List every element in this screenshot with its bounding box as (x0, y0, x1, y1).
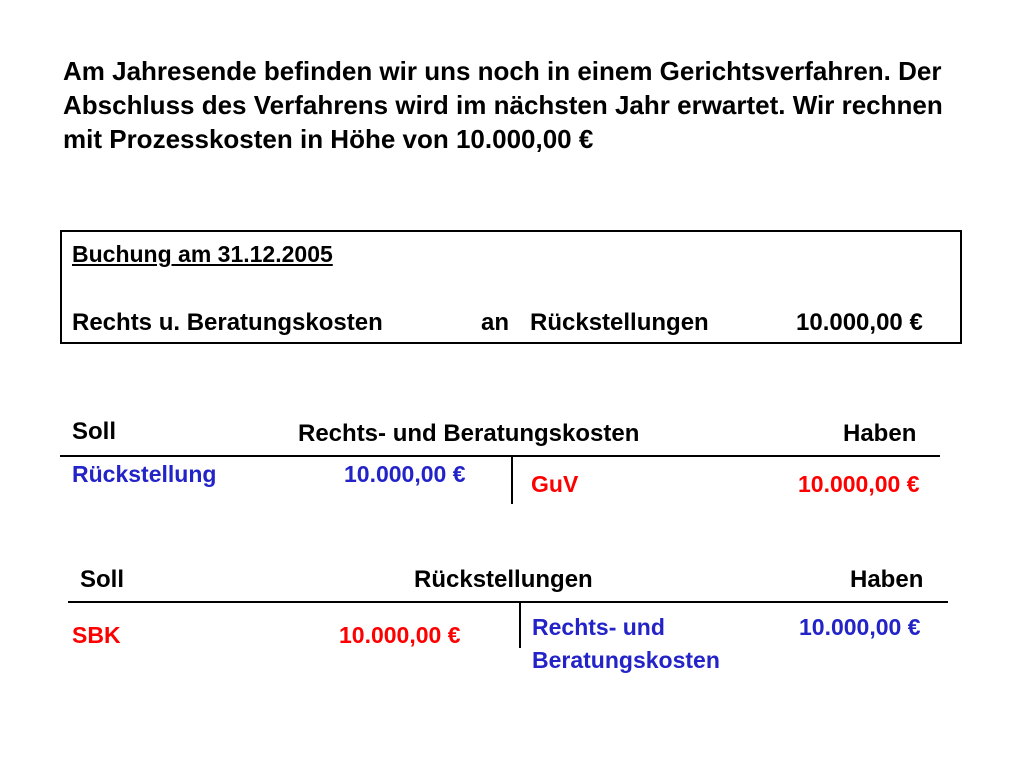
booking-connector: an (481, 309, 510, 336)
haben-label: Haben (843, 420, 917, 447)
debit-amount: 10.000,00 € (344, 461, 466, 487)
haben-label: Haben (850, 566, 924, 593)
t-account-horizontal-line (60, 455, 940, 457)
soll-label: Soll (72, 418, 117, 445)
debit-amount: 10.000,00 € (339, 622, 461, 648)
credit-amount: 10.000,00 € (799, 614, 921, 640)
booking-credit-account: Rückstellungen (530, 309, 709, 336)
credit-entry-line2: Beratungskosten (532, 647, 720, 673)
credit-entry: GuV (531, 471, 579, 497)
soll-label: Soll (80, 566, 125, 593)
account-title: Rechts- und Beratungskosten (298, 420, 640, 447)
intro-text: Am Jahresende befinden wir uns noch in einem Gerichtsverfahren. Der Abschluss des Verfahrens wird im nächsten Jahr erwartet. Wir rechnen mit Prozesskosten in Höhe von 10.000,00 € (63, 56, 943, 154)
debit-entry: SBK (72, 622, 121, 648)
booking-title: Buchung am 31.12.2005 (72, 241, 333, 267)
account-title: Rückstellungen (414, 566, 593, 593)
credit-amount: 10.000,00 € (798, 471, 920, 497)
t-account-vertical-line (519, 602, 521, 648)
t-account-vertical-line (511, 456, 513, 504)
debit-entry: Rückstellung (72, 461, 217, 487)
booking-amount: 10.000,00 € (796, 309, 923, 336)
credit-entry-line1: Rechts- und (532, 614, 665, 640)
booking-debit-account: Rechts u. Beratungskosten (72, 309, 383, 336)
t-account-horizontal-line (68, 601, 948, 603)
